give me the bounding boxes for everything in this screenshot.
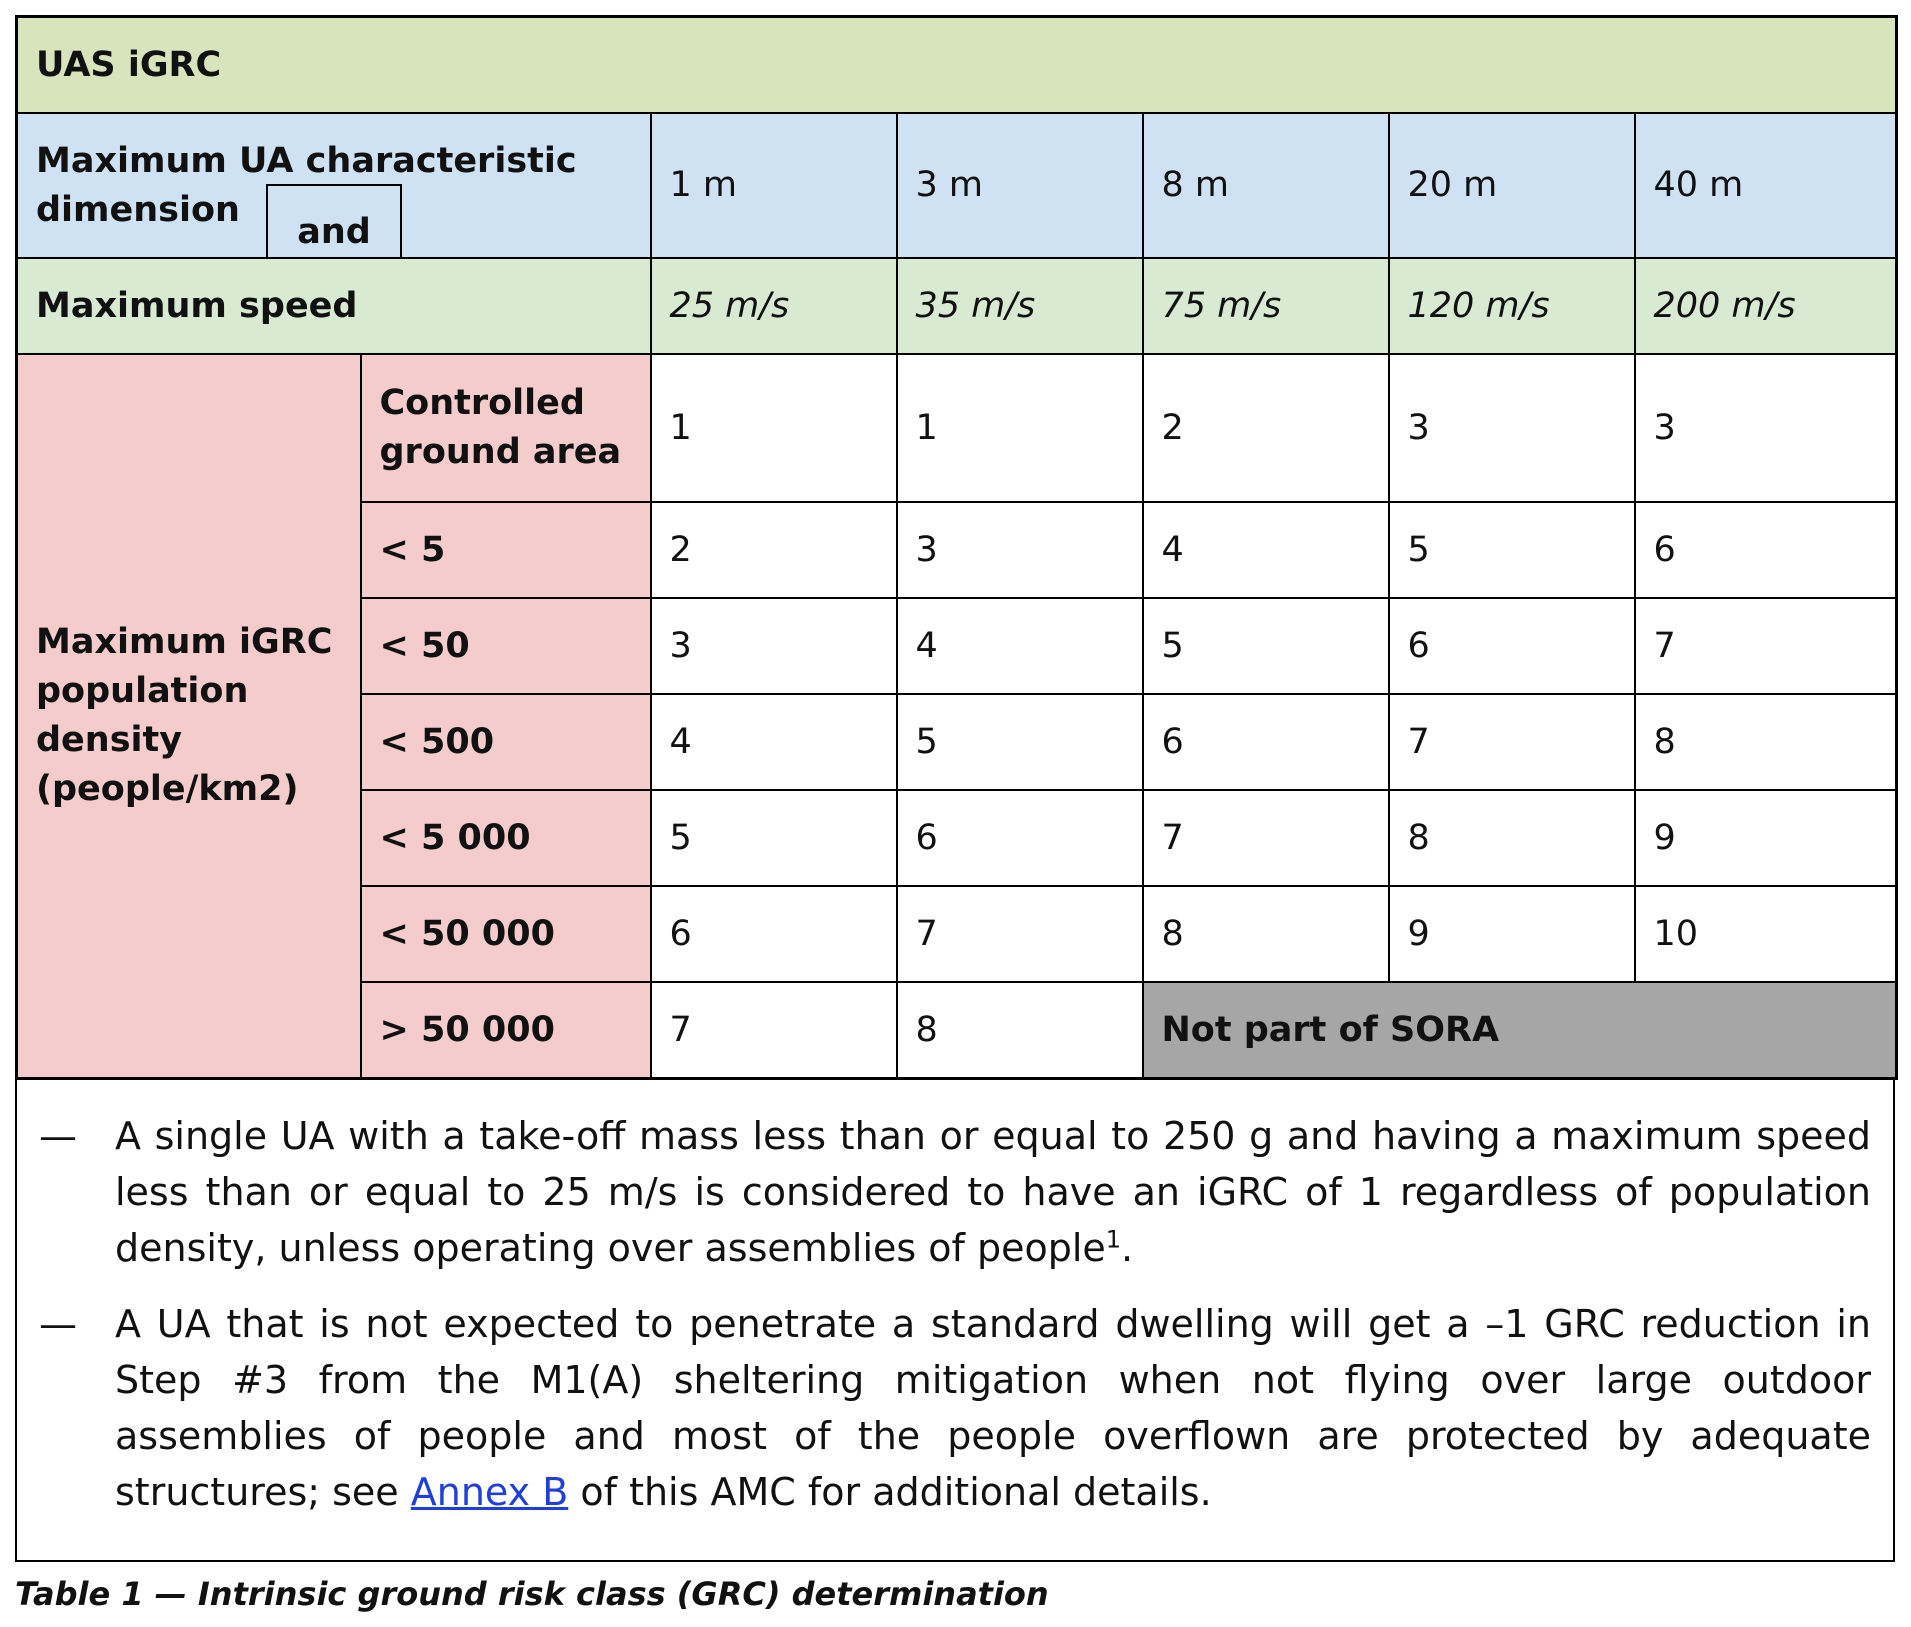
igrc-table bbox=[15, 15, 1898, 1080]
row-label: < 500 bbox=[361, 694, 651, 790]
grc-cell: 1 bbox=[651, 354, 897, 502]
grc-cell: 4 bbox=[897, 598, 1143, 694]
dimension-label: Maximum UA characteristic dimension bbox=[36, 140, 577, 230]
note-dash: — bbox=[39, 1302, 77, 1346]
grc-cell: 10 bbox=[1635, 886, 1897, 982]
grc-cell: 5 bbox=[897, 694, 1143, 790]
row-label: < 50 000 bbox=[361, 886, 651, 982]
and-label: and bbox=[266, 184, 402, 258]
grc-cell: 4 bbox=[1143, 502, 1389, 598]
row-label: > 50 000 bbox=[361, 982, 651, 1079]
grc-cell: 5 bbox=[1389, 502, 1635, 598]
speed-cell: 200 m/s bbox=[1635, 258, 1897, 354]
grc-cell: 5 bbox=[1143, 598, 1389, 694]
note-body-before: A UA that is not expected to penetrate a standard dwelling will get a –1 GRC reduction in Step #3 from the M1(A) sheltering mitigation when not flying over large outdoor assemblies of people and most of the people overflown are protected by adequate structures; see bbox=[115, 1302, 1871, 1514]
grc-cell: 1 bbox=[897, 354, 1143, 502]
grc-cell: 9 bbox=[1389, 886, 1635, 982]
note-item bbox=[39, 1108, 1871, 1276]
document bbox=[15, 15, 1895, 1562]
speed-cell: 120 m/s bbox=[1389, 258, 1635, 354]
table-title-row bbox=[17, 17, 1897, 114]
speed-row bbox=[17, 258, 1897, 354]
speed-label: Maximum speed bbox=[17, 258, 651, 354]
grc-cell: 3 bbox=[651, 598, 897, 694]
grc-cell: 6 bbox=[897, 790, 1143, 886]
grc-cell: 8 bbox=[1389, 790, 1635, 886]
note-item bbox=[39, 1296, 1871, 1520]
grc-cell: 4 bbox=[651, 694, 897, 790]
dimension-cell: 3 m bbox=[897, 113, 1143, 258]
population-label: Maximum iGRC population density (people/km2) bbox=[17, 354, 361, 1079]
grc-cell: 6 bbox=[651, 886, 897, 982]
row-label: < 5 000 bbox=[361, 790, 651, 886]
note-dash: — bbox=[39, 1114, 77, 1158]
grc-cell: 7 bbox=[1635, 598, 1897, 694]
dimension-cell: 40 m bbox=[1635, 113, 1897, 258]
row-label: < 50 bbox=[361, 598, 651, 694]
annex-b-link[interactable]: Annex B bbox=[410, 1470, 569, 1514]
grc-cell: 3 bbox=[1389, 354, 1635, 502]
row-label: Controlled ground area bbox=[361, 354, 651, 502]
speed-cell: 75 m/s bbox=[1143, 258, 1389, 354]
grc-cell: 7 bbox=[897, 886, 1143, 982]
grc-cell: 7 bbox=[651, 982, 897, 1079]
dimension-cell: 8 m bbox=[1143, 113, 1389, 258]
note-text bbox=[115, 1108, 1871, 1276]
grc-cell: 9 bbox=[1635, 790, 1897, 886]
grc-cell: 3 bbox=[897, 502, 1143, 598]
grc-cell: 2 bbox=[1143, 354, 1389, 502]
dimension-row bbox=[17, 113, 1897, 258]
grc-cell: 7 bbox=[1143, 790, 1389, 886]
dimension-cell: 20 m bbox=[1389, 113, 1635, 258]
note-text bbox=[115, 1296, 1871, 1520]
grc-cell: 2 bbox=[651, 502, 897, 598]
grc-cell: 6 bbox=[1143, 694, 1389, 790]
notes-box bbox=[15, 1080, 1895, 1562]
grc-cell: 7 bbox=[1389, 694, 1635, 790]
grc-cell: 8 bbox=[1143, 886, 1389, 982]
not-part-of-sora-cell: Not part of SORA bbox=[1143, 982, 1897, 1079]
dimension-cell: 1 m bbox=[651, 113, 897, 258]
grc-cell: 6 bbox=[1389, 598, 1635, 694]
note-body-after: of this AMC for additional details. bbox=[568, 1470, 1212, 1514]
grc-cell: 3 bbox=[1635, 354, 1897, 502]
note-body: A single UA with a take-off mass less than or equal to 250 g and having a maximum speed less than or equal to 25 m/s is considered to have an iGRC of 1 regardless of population density, unless operating over assemblies of people bbox=[115, 1114, 1871, 1270]
footnote-ref[interactable]: 1 bbox=[1105, 1225, 1122, 1254]
speed-cell: 35 m/s bbox=[897, 258, 1143, 354]
note-end: . bbox=[1121, 1226, 1134, 1270]
row-label: < 5 bbox=[361, 502, 651, 598]
grc-cell: 6 bbox=[1635, 502, 1897, 598]
speed-cell: 25 m/s bbox=[651, 258, 897, 354]
table-caption: Table 1 — Intrinsic ground risk class (GRC) determination bbox=[15, 1575, 1049, 1613]
dimension-header bbox=[17, 113, 651, 258]
grc-cell: 8 bbox=[897, 982, 1143, 1079]
table-title: UAS iGRC bbox=[17, 17, 1897, 114]
grc-cell: 8 bbox=[1635, 694, 1897, 790]
table-row bbox=[17, 354, 1897, 502]
grc-cell: 5 bbox=[651, 790, 897, 886]
